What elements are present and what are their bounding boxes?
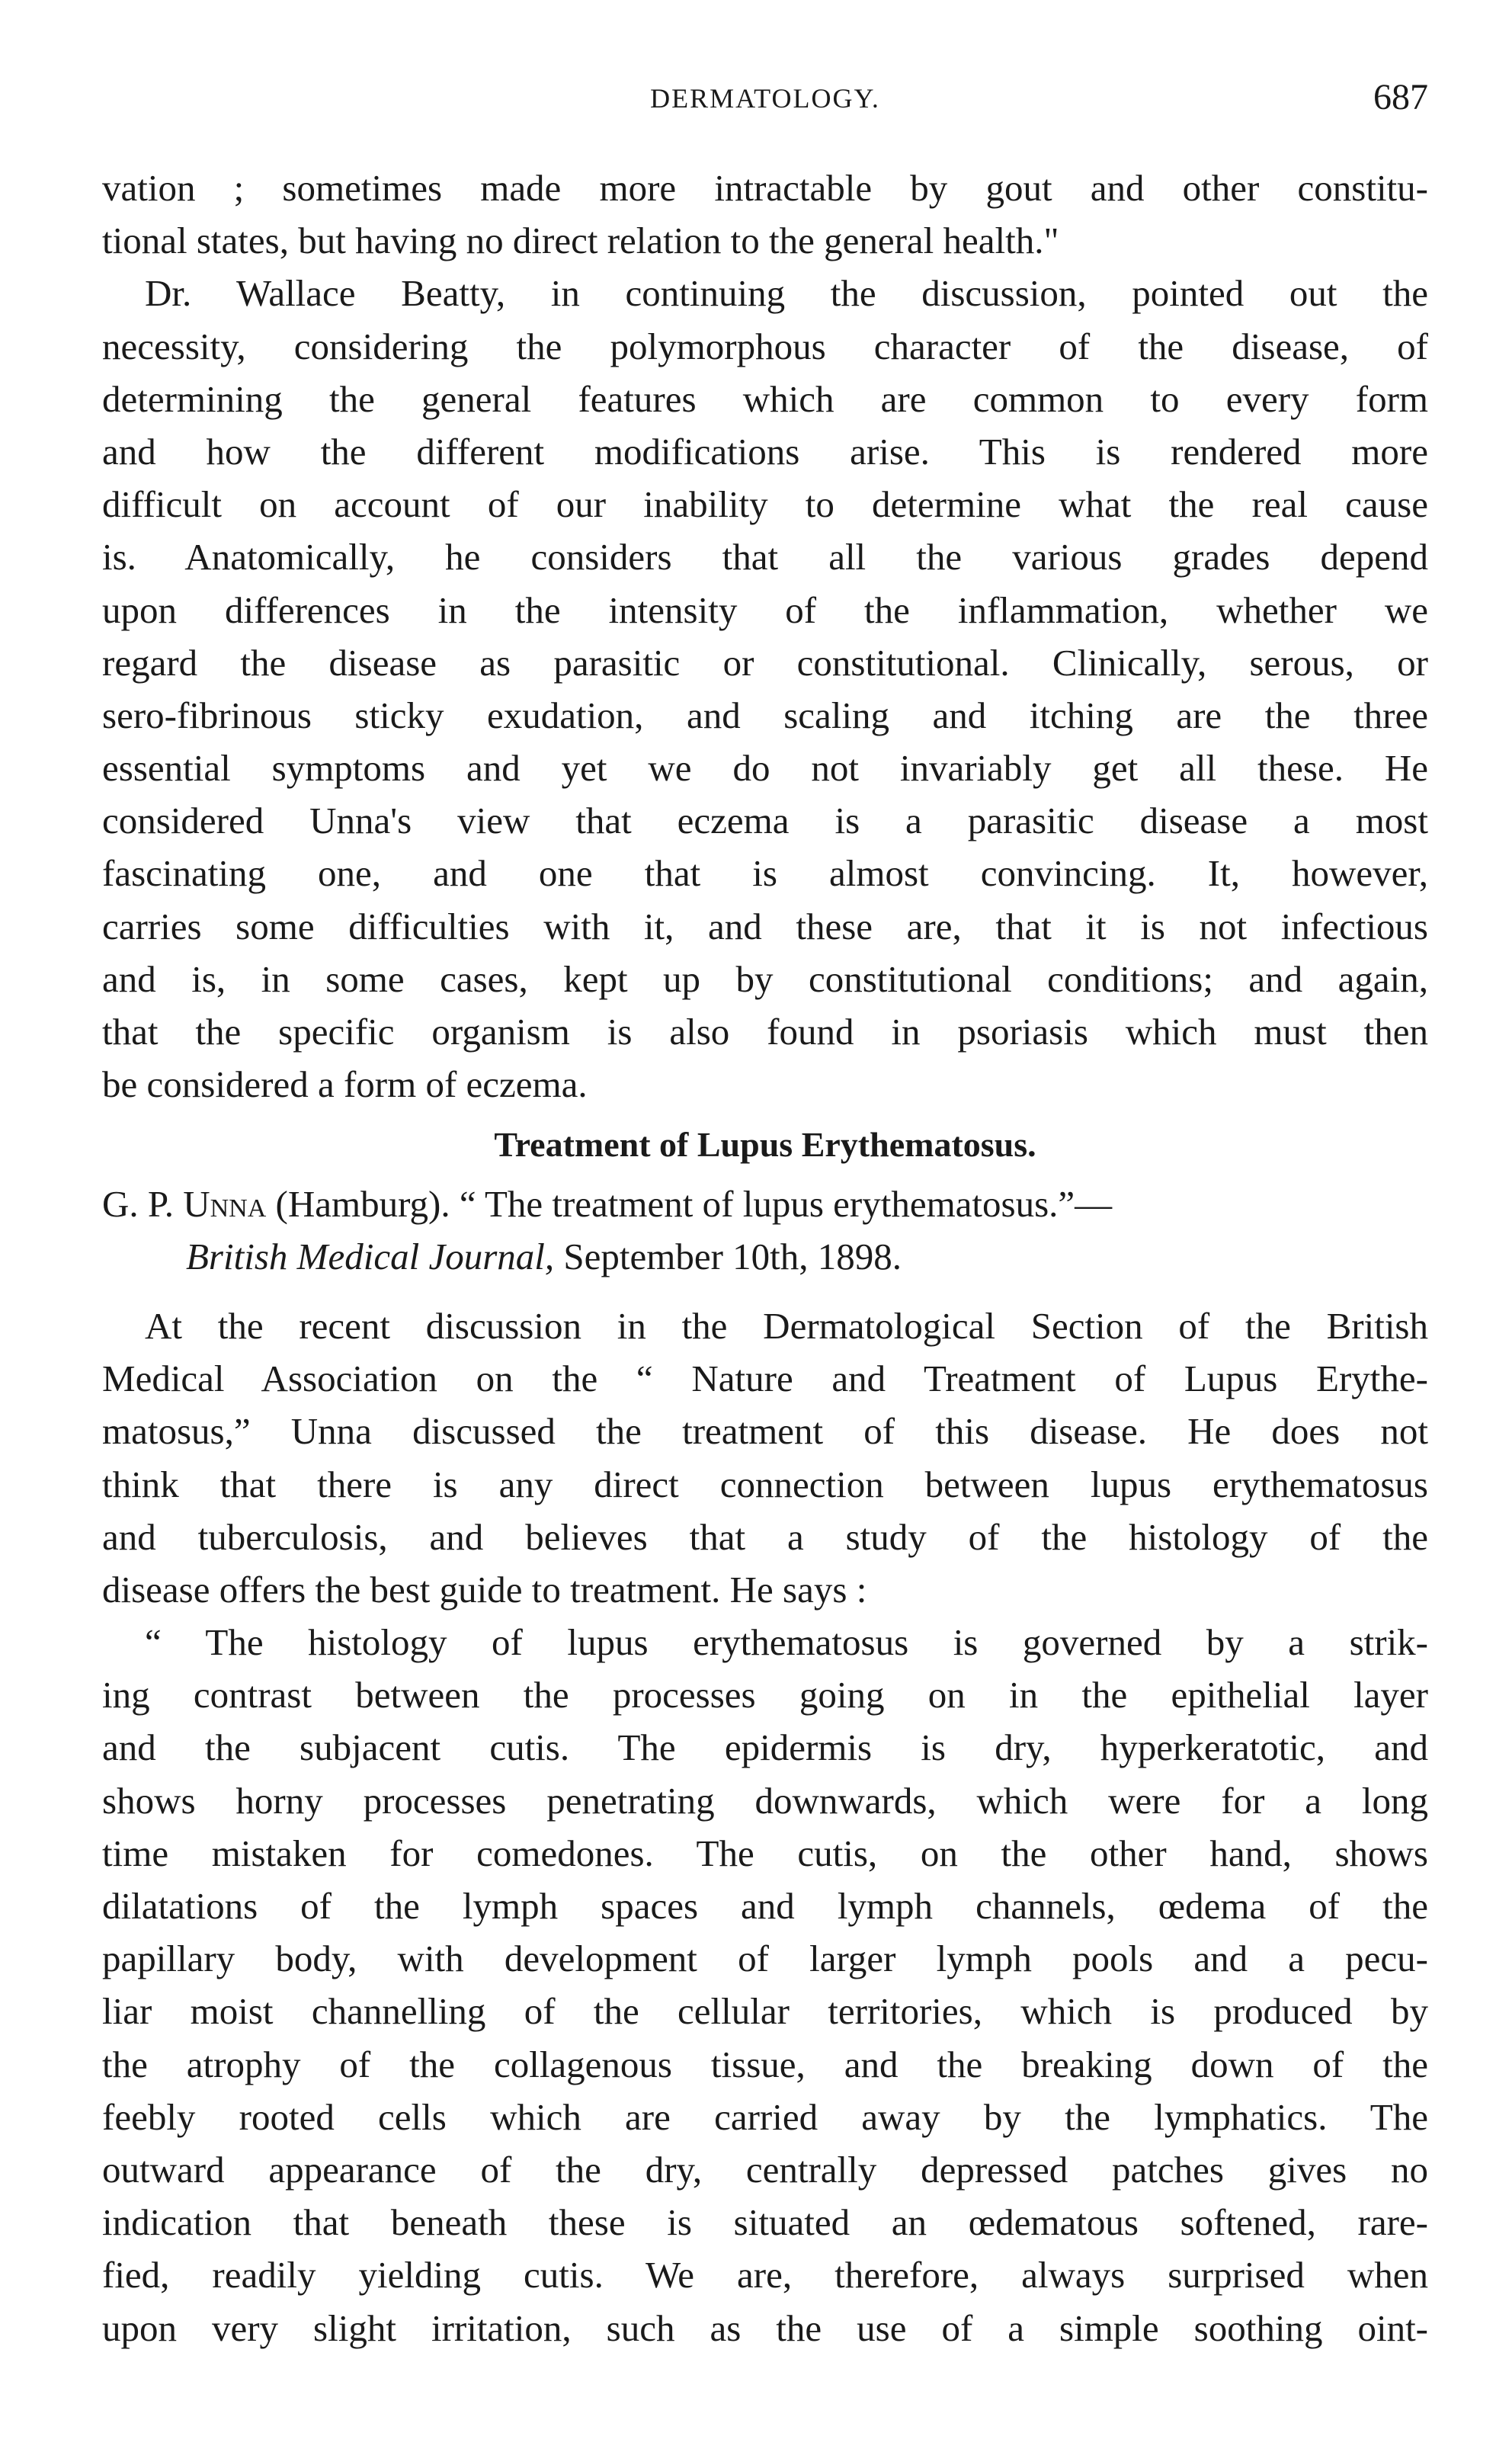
text-line: indication that beneath these is situated an œdematous softened, rare- xyxy=(102,2201,1428,2244)
text-line: Dr. Wallace Beatty, in continuing the discussion, pointed out the xyxy=(145,272,1428,315)
text-line: necessity, considering the polymorphous character of the disease, of xyxy=(102,325,1428,367)
text-line: difficult on account of our inability to determine what the real cause xyxy=(102,483,1428,526)
text-line: outward appearance of the dry, centrally depressed patches gives no xyxy=(102,2148,1428,2191)
text-line: the atrophy of the collagenous tissue, and the breaking down of the xyxy=(102,2043,1428,2085)
text-line: upon very slight irritation, such as the use of a simple soothing oint- xyxy=(102,2306,1428,2349)
text-line: vation ; sometimes made more intractable by gout and other constitu- xyxy=(102,167,1428,209)
text-line: matosus,” Unna discussed the treatment of this disease. He does not xyxy=(102,1410,1428,1453)
text-line: time mistaken for comedones. The cutis, on the other hand, shows xyxy=(102,1832,1428,1874)
citation-title: (Hamburg). “ The treatment of lupus erythematosus.”— xyxy=(266,1182,1113,1225)
text-line: is. Anatomically, he considers that all the various grades depend xyxy=(102,536,1428,579)
paragraph-beatty xyxy=(102,267,1428,1111)
citation-date: September 10th, 1898. xyxy=(554,1235,902,1277)
text-line: considered Unna's view that eczema is a parasitic disease a most xyxy=(102,800,1428,842)
running-title: DERMATOLOGY. xyxy=(650,83,880,114)
text-line: fied, readily yielding cutis. We are, therefore, always surprised when xyxy=(102,2254,1428,2297)
text-line: carries some difficulties with it, and these are, that it is not infectious xyxy=(102,905,1428,947)
citation-line xyxy=(102,1178,1428,1230)
running-head xyxy=(102,76,1428,122)
citation-journal: British Medical Journal, xyxy=(186,1235,555,1277)
text-line: that the specific organism is also found in psoriasis which must then xyxy=(102,1011,1428,1053)
text-line: fascinating one, and one that is almost convincing. It, however, xyxy=(102,852,1428,895)
citation-author: G. P. Unna xyxy=(102,1182,267,1225)
page-number: 687 xyxy=(1373,77,1428,117)
text-line: essential symptoms and yet we do not invariably get all these. He xyxy=(102,747,1428,790)
text-line: shows horny processes penetrating downwards, which were for a long xyxy=(102,1779,1428,1822)
text-line: “ The histology of lupus erythematosus is governed by a strik- xyxy=(145,1621,1428,1664)
text-line: be considered a form of eczema. xyxy=(102,1063,588,1106)
paragraph-continuation xyxy=(102,162,1428,267)
citation-line xyxy=(102,1230,1428,1283)
text-line: regard the disease as parasitic or constitutional. Clinically, serous, or xyxy=(102,641,1428,684)
text-line: papillary body, with development of larger lymph pools and a pecu- xyxy=(102,1938,1428,1980)
text-line: and tuberculosis, and believes that a study of the histology of the xyxy=(102,1515,1428,1558)
text-line: ing contrast between the processes going on in the epithelial layer xyxy=(102,1674,1428,1716)
text-line: liar moist channelling of the cellular territories, which is produced by xyxy=(102,1990,1428,2033)
text-line: Medical Association on the “ Nature and Treatment of Lupus Erythe- xyxy=(102,1357,1428,1400)
section-heading: Treatment of Lupus Erythematosus. xyxy=(494,1125,1036,1165)
body-text xyxy=(102,162,1428,2354)
text-line: and how the different modifications arise. This is rendered more xyxy=(102,430,1428,473)
citation xyxy=(102,1178,1428,1283)
text-line: At the recent discussion in the Dermatological Section of the British xyxy=(145,1304,1428,1347)
text-line: upon differences in the intensity of the inflammation, whether we xyxy=(102,588,1428,631)
text-line: feebly rooted cells which are carried away by the lymphatics. The xyxy=(102,2095,1428,2138)
text-line: sero-fibrinous sticky exudation, and scaling and itching are the three xyxy=(102,694,1428,736)
text-line: and the subjacent cutis. The epidermis is dry, hyperkeratotic, and xyxy=(102,1726,1428,1769)
text-line: tional states, but having no direct relation to the general health." xyxy=(102,220,1059,262)
paragraph-quotation xyxy=(102,1616,1428,2354)
text-line: disease offers the best guide to treatment. He says : xyxy=(102,1568,867,1611)
paragraph-unna-discussion xyxy=(102,1300,1428,1616)
text-line: think that there is any direct connection between lupus erythematosus xyxy=(102,1463,1428,1505)
text-line: dilatations of the lymph spaces and lymph channels, œdema of the xyxy=(102,1885,1428,1927)
text-line: and is, in some cases, kept up by constitutional conditions; and again, xyxy=(102,957,1428,1000)
text-line: determining the general features which are common to every form xyxy=(102,377,1428,420)
